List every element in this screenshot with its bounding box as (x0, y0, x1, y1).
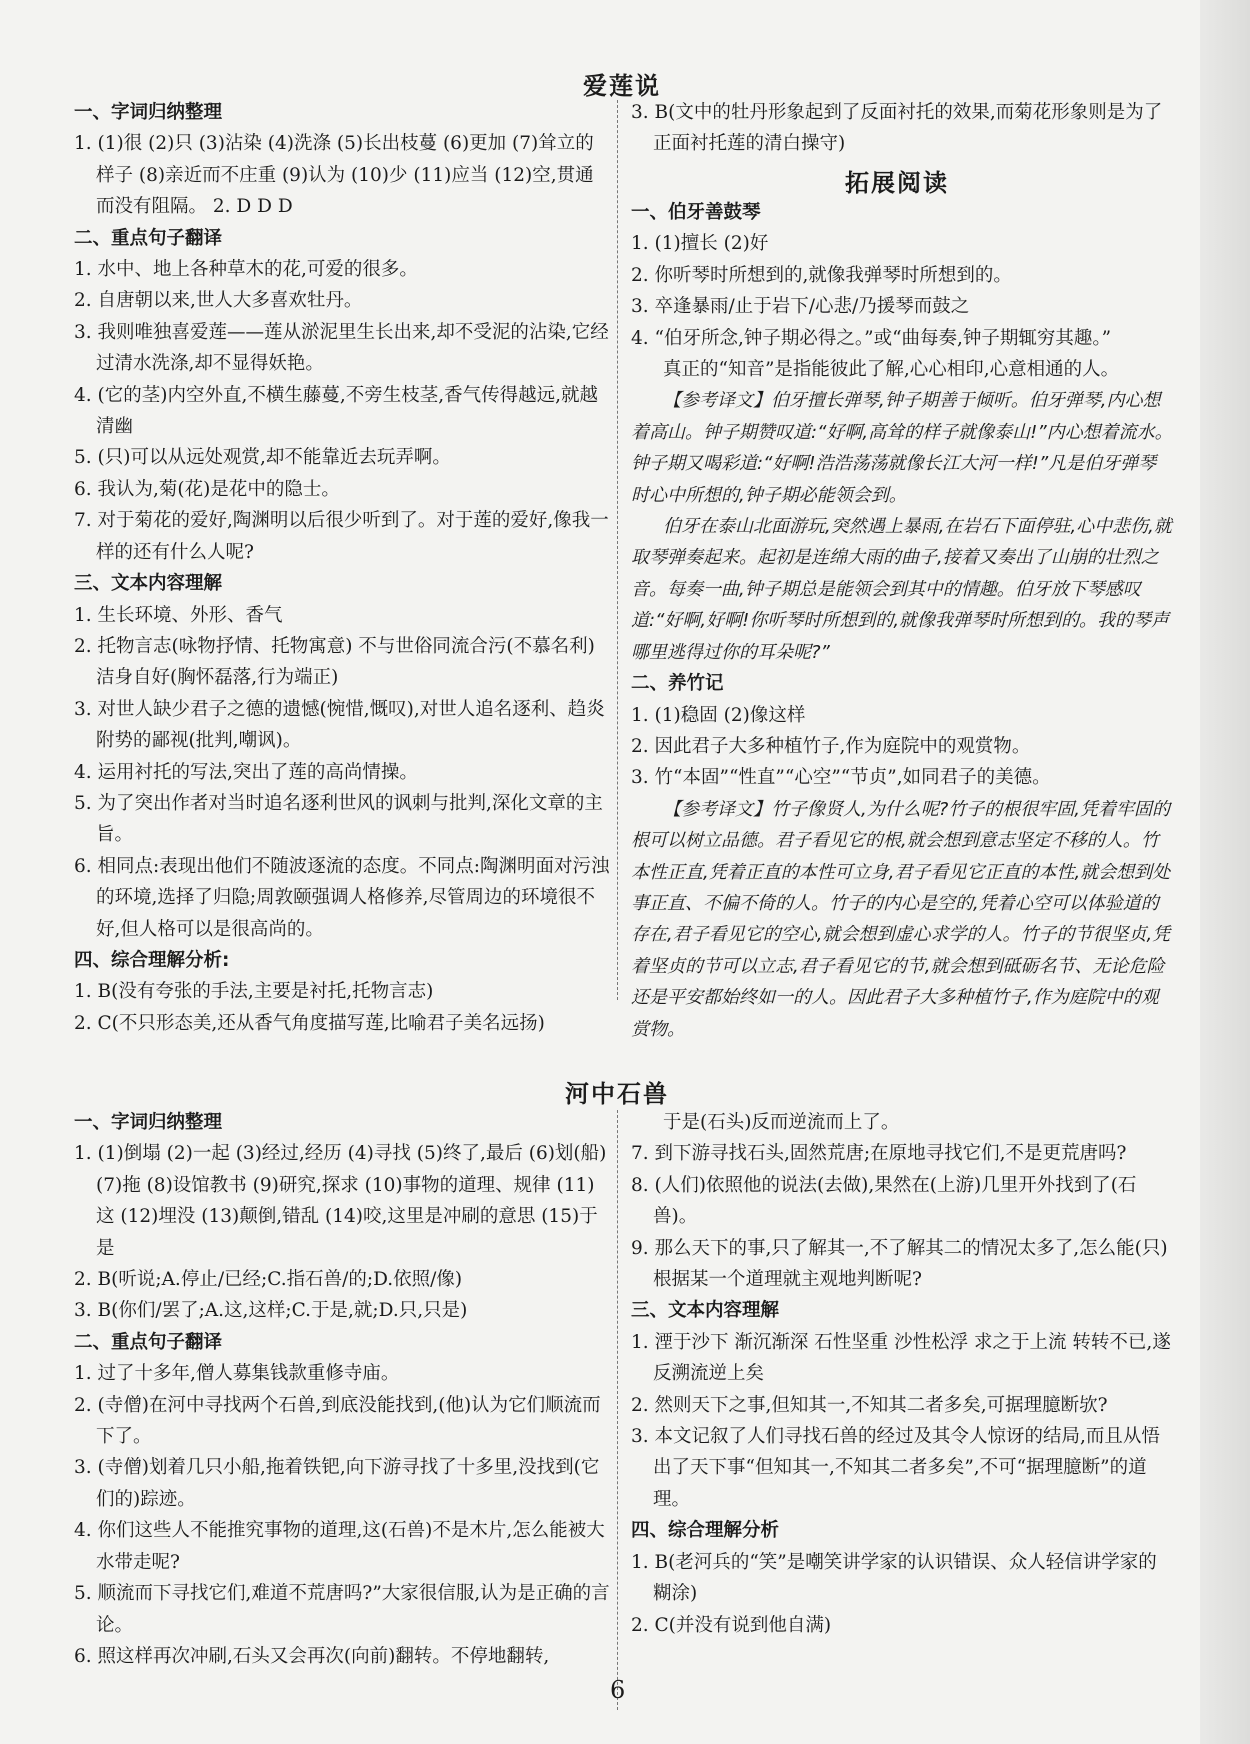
section-heading: 二、养竹记 (631, 673, 724, 695)
answer-item: 3. B(文中的牡丹形象起到了反面衬托的效果,而菊花形象则是为了正面衬托莲的清白操守) (631, 102, 1163, 155)
section1-title: 爱莲说 (583, 72, 661, 100)
section-heading: 四、综合理解分析: (74, 949, 230, 971)
answer-item: 1. (1)很 (2)只 (3)沾染 (4)洗涤 (5)长出枝蔓 (6)更加 (7)耸立的样子 (8)亲近而不庄重 (9)认为 (10)少 (11)应当 (12)空,贯通而没有阻隔。 2. D D D (74, 133, 594, 218)
answer-item: 2. C(并没有说到他自满) (631, 1614, 832, 1636)
answer-item: 1. 生长环境、外形、香气 (74, 604, 283, 626)
column-divider-2 (617, 1110, 618, 1710)
answer-item: 2. 因此君子大多种植竹子,作为庭院中的观赏物。 (631, 735, 1031, 757)
answer-item: 1. 湮于沙下 渐沉渐深 石性坚重 沙性松浮 求之于上流 转转不已,遂反溯流逆上矣 (631, 1331, 1171, 1385)
answer-item: 伯牙在泰山北面游玩,突然遇上暴雨,在岩石下面停驻,心中悲伤,就取琴弹奏起来。起初是连绵大雨的曲子,接着又奏出了山崩的壮烈之音。每奏一曲,钟子期总是能领会到其中的情趣。伯牙放下琴感叹道:“好啊,好啊!你听琴时所想到的,就像我弹琴时所想到的。我的琴声哪里逃得过你的耳朵呢?” (631, 516, 1172, 663)
answer-item: 1. (1)稳固 (2)像这样 (631, 704, 806, 726)
section2-title: 河中石兽 (565, 1080, 669, 1108)
section-heading: 二、重点句子翻译 (74, 1331, 223, 1353)
extended-reading-column (631, 197, 1174, 1045)
answer-item: 4. (它的茎)内空外直,不横生藤蔓,不旁生枝茎,香气传得越远,就越清幽 (74, 384, 598, 438)
answer-item: 真正的“知音”是指能彼此了解,心心相印,心意相通的人。 (663, 359, 1120, 381)
answer-item: 2. 托物言志(咏物抒情、托物寓意) 不与世俗同流合污(不慕名利) 洁身自好(胸怀磊落,行为端正) (74, 635, 595, 689)
answer-item: 6. 相同点:表现出他们不随波逐流的态度。不同点:陶渊明面对污浊的环境,选择了归隐;周敦颐强调人格修养,尽管周边的环境很不好,但人格可以是很高尚的。 (74, 855, 610, 940)
answer-item: 3. 卒逢暴雨/止于岩下/心悲/乃援琴而鼓之 (631, 296, 970, 318)
answer-item: 2. 然则天下之事,但知其一,不知其二者多矣,可据理臆断欤? (631, 1394, 1108, 1416)
answer-item: 5. (只)可以从远处观赏,却不能靠近去玩弄啊。 (74, 447, 451, 469)
answer-item: 9. 那么天下的事,只了解其一,不了解其二的情况太多了,怎么能(只)根据某一个道理就主观地判断呢? (631, 1237, 1168, 1291)
answer-item: 1. 水中、地上各种草木的花,可爱的很多。 (74, 259, 418, 281)
answer-item: 2. B(听说;A.停止/已经;C.指石兽/的;D.依照/像) (74, 1269, 463, 1291)
answer-item: 7. 对于菊花的爱好,陶渊明以后很少听到了。对于莲的爱好,像我一样的还有什么人呢? (74, 510, 609, 563)
answer-item: 6. 我认为,菊(花)是花中的隐士。 (74, 478, 340, 500)
section-heading: 四、综合理解分析 (631, 1520, 780, 1542)
answer-item: 1. (1)擅长 (2)好 (631, 233, 769, 255)
answer-item: 2. 自唐朝以来,世人大多喜欢牡丹。 (74, 290, 363, 312)
answer-item: 3. 对世人缺少君子之德的遗憾(惋惜,慨叹),对世人追名逐利、趋炎附势的鄙视(批判,嘲讽)。 (74, 698, 605, 752)
answer-item: 1. B(老河兵的“笑”是嘲笑讲学家的认识错误、众人轻信讲学家的糊涂) (631, 1551, 1157, 1605)
answer-item: 3. (寺僧)划着几只小船,拖着铁钯,向下游寻找了十多里,没找到(它们的)踪迹。 (74, 1457, 600, 1510)
answer-item: 【参考译文】竹子像贤人,为什么呢?竹子的根很牢固,凭着牢固的根可以树立品德。君子看见它的根,就会想到意志坚定不移的人。竹本性正直,凭着正直的本性可立身,君子看见它正直的本性,就会想到处事正直、不偏不倚的人。竹子的内心是空的,凭着心空可以体验道的存在,君子看见它的空心,就会想到虚心求学的人。竹子的节很坚贞,凭着坚贞的节可以立志,君子看见它的节,就会想到砥砺名节、无论危险还是平安都始终如一的人。因此君子大多种植竹子,作为庭院中的观赏物。 (631, 798, 1171, 1040)
page-number: 6 (610, 1676, 626, 1704)
answer-item: 1. B(没有夸张的手法,主要是衬托,托物言志) (74, 981, 434, 1003)
answer-item: 2. (寺僧)在河中寻找两个石兽,到底没能找到,(他)认为它们顺流而下了。 (74, 1394, 601, 1448)
section1-right-column (631, 97, 1174, 160)
answer-item: 2. 你听琴时所想到的,就像我弹琴时所想到的。 (631, 264, 1012, 286)
section2-right-column (631, 1107, 1174, 1641)
answer-item: 4. “伯牙所念,钟子期必得之。”或“曲每奏,钟子期辄穷其趣。” (631, 327, 1112, 349)
section-heading: 三、文本内容理解 (631, 1300, 780, 1322)
section-heading: 一、字词归纳整理 (74, 102, 223, 123)
answer-item: 5. 为了突出作者对当时追名逐利世风的讽刺与批判,深化文章的主旨。 (74, 792, 603, 846)
section-heading: 二、重点句子翻译 (74, 227, 223, 249)
answer-item: 3. 本文记叙了人们寻找石兽的经过及其令人惊讶的结局,而且从悟出了天下事“但知其一,不知其二者多矣”,不可“据理臆断”的道理。 (631, 1426, 1160, 1510)
column-divider (617, 100, 618, 1000)
answer-item: 8. (人们)依照他的说法(去做),果然在(上游)几里开外找到了(石兽)。 (631, 1174, 1137, 1228)
section-heading: 三、文本内容理解 (74, 573, 223, 595)
answer-item: 1. 过了十多年,僧人募集钱款重修寺庙。 (74, 1363, 400, 1385)
section1-left-column (74, 97, 611, 1039)
answer-item: 4. 你们这些人不能推究事物的道理,这(石兽)不是木片,怎么能被大水带走呢? (74, 1520, 605, 1573)
answer-item: 3. 竹“本固”“性直”“心空”“节贞”,如同君子的美德。 (631, 767, 1051, 789)
answer-item: 【参考译文】伯牙擅长弹琴,钟子期善于倾听。伯牙弹琴,内心想着高山。钟子期赞叹道:“好啊,高耸的样子就像泰山!”内心想着流水。钟子期又喝彩道:“好啊!浩浩荡荡就像长江大河一样!”凡是伯牙弹琴时心中所想的,钟子期必能领会到。 (631, 390, 1173, 506)
answer-item: 6. 照这样再次冲刷,石头又会再次(向前)翻转。不停地翻转, (74, 1645, 550, 1667)
extended-reading-title: 拓展阅读 (845, 169, 949, 197)
answer-item: 3. B(你们/罢了;A.这,这样;C.于是,就;D.只,只是) (74, 1300, 468, 1322)
answer-item: 7. 到下游寻找石头,固然荒唐;在原地寻找它们,不是更荒唐吗? (631, 1143, 1127, 1165)
section-heading: 一、伯牙善鼓琴 (631, 202, 761, 223)
section-heading: 一、字词归纳整理 (74, 1112, 223, 1133)
answer-item: 于是(石头)反而逆流而上了。 (663, 1112, 900, 1133)
page-edge (1200, 0, 1250, 1744)
answer-item: 1. (1)倒塌 (2)一起 (3)经过,经历 (4)寻找 (5)终了,最后 (6)划(船) (7)拖 (8)设馆教书 (9)研究,探求 (10)事物的道理、规律 (11)这 (12)埋没 (13)颠倒,错乱 (14)咬,这里是冲刷的意思 (15)于是 (74, 1143, 607, 1259)
answer-item: 3. 我则唯独喜爱莲——莲从淤泥里生长出来,却不受泥的沾染,它经过清水洗涤,却不显得妖艳。 (74, 321, 609, 375)
answer-item: 5. 顺流而下寻找它们,难道不荒唐吗?”大家很信服,认为是正确的言论。 (74, 1583, 610, 1636)
section2-left-column (74, 1107, 611, 1672)
answer-item: 2. C(不只形态美,还从香气角度描写莲,比喻君子美名远扬) (74, 1012, 545, 1034)
answer-item: 4. 运用衬托的写法,突出了莲的高尚情操。 (74, 761, 418, 783)
